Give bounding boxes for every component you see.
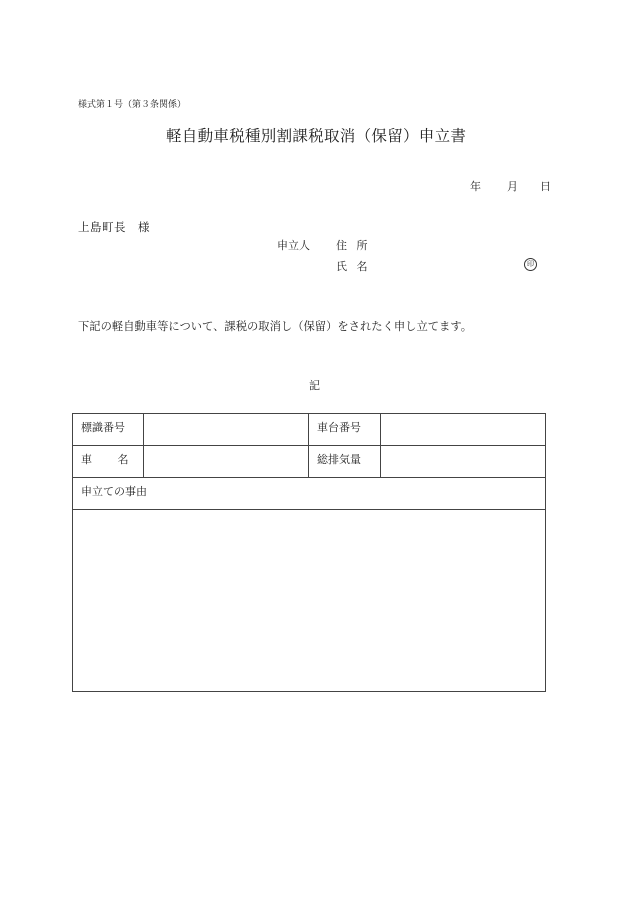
table-row xyxy=(73,478,546,510)
reason-field[interactable] xyxy=(73,510,546,692)
date-year-label: 年 xyxy=(470,180,481,193)
form-number: 様式第１号（第３条関係） xyxy=(78,100,187,110)
vehicle-name-label: 車 名 xyxy=(73,446,144,478)
table-row xyxy=(73,446,546,478)
ki-heading: 記 xyxy=(309,379,320,392)
page-title: 軽自動車税種別割課税取消（保留）申立書 xyxy=(166,127,467,145)
plate-number-label: 標識番号 xyxy=(73,414,144,446)
table-row xyxy=(73,510,546,692)
vehicle-detail-table xyxy=(72,413,546,692)
date-day-label: 日 xyxy=(540,180,551,193)
chassis-number-field[interactable] xyxy=(381,414,546,446)
plate-number-field[interactable] xyxy=(144,414,309,446)
reason-label: 申立ての事由 xyxy=(73,478,546,510)
applicant-name-label: 氏 名 xyxy=(336,260,368,273)
vehicle-name-field[interactable] xyxy=(144,446,309,478)
displacement-field[interactable] xyxy=(381,446,546,478)
table-row xyxy=(73,414,546,446)
seal-mark: 印 xyxy=(524,258,537,271)
applicant-label: 申立人 xyxy=(277,239,310,252)
displacement-label: 総排気量 xyxy=(309,446,381,478)
chassis-number-label: 車台番号 xyxy=(309,414,381,446)
date-month-label: 月 xyxy=(507,180,518,193)
applicant-address-label: 住 所 xyxy=(336,239,368,252)
addressee: 上島町長 様 xyxy=(78,220,150,234)
request-statement: 下記の軽自動車等について、課税の取消し（保留）をされたく申し立てます。 xyxy=(78,320,473,333)
